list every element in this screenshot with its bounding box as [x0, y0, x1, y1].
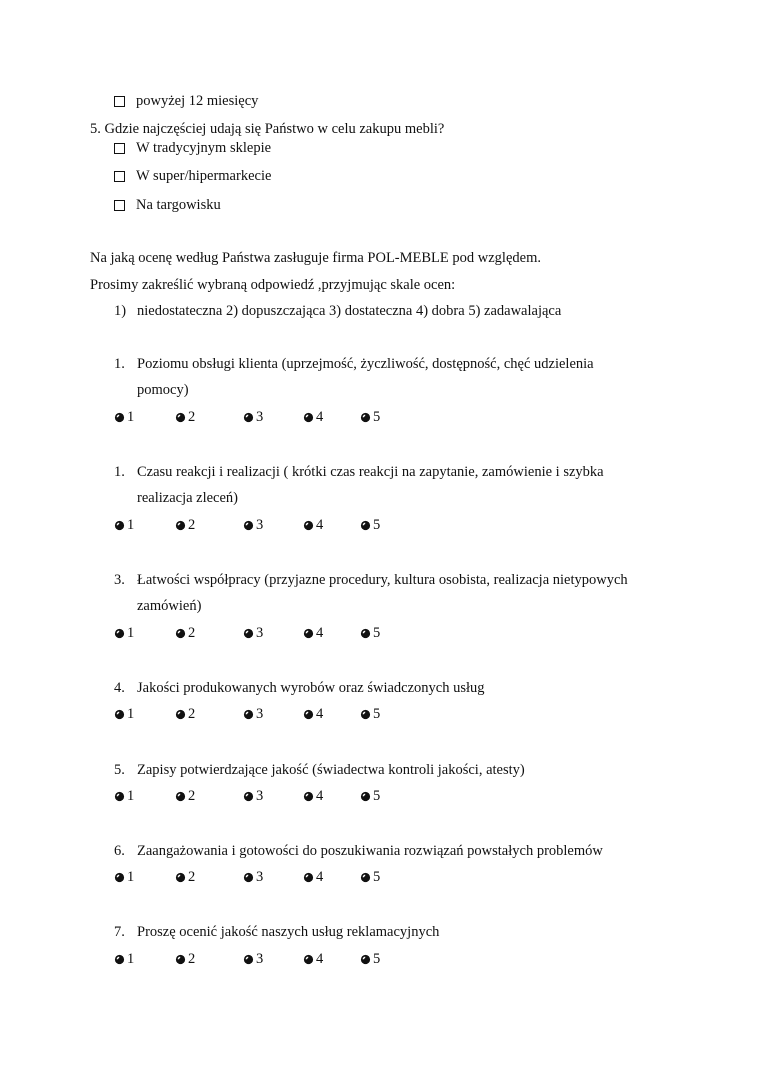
question-number: 6. — [114, 843, 125, 859]
rating-label: 1 — [127, 706, 135, 722]
rating-options — [114, 625, 414, 643]
radio-circle-icon — [175, 628, 186, 639]
rating-label: 3 — [256, 788, 264, 804]
checkbox[interactable] — [114, 96, 125, 107]
radio-circle-icon — [303, 709, 314, 720]
radio-circle-icon — [360, 954, 371, 965]
rating-label: 4 — [316, 706, 324, 722]
radio-circle-icon — [175, 872, 186, 883]
radio-circle-icon — [303, 412, 314, 423]
rating-label: 1 — [127, 625, 135, 641]
rating-label: 2 — [188, 869, 196, 885]
question-5-title: 5. Gdzie najczęściej udają się Państwo w celu zakupu mebli? — [90, 121, 445, 137]
rating-options — [114, 706, 414, 724]
radio-circle-icon — [303, 520, 314, 531]
scale-text: niedostateczna 2) dopuszczająca 3) dostateczna 4) dobra 5) zadawalająca — [137, 303, 562, 319]
question-number: 1. — [114, 356, 125, 372]
question-text: Zapisy potwierdzające jakość (świadectwa kontroli jakości, atesty) — [137, 762, 525, 778]
radio-circle-icon — [114, 954, 125, 965]
radio-circle-icon — [243, 954, 254, 965]
radio-circle-icon — [175, 520, 186, 531]
question-text: Łatwości współpracy (przyjazne procedury, kultura osobista, realizacja nietypowych — [137, 572, 628, 588]
radio-circle-icon — [360, 791, 371, 802]
question-text-continued: realizacja zleceń) — [137, 490, 239, 506]
rating-label: 5 — [373, 409, 381, 425]
rating-label: 2 — [188, 625, 196, 641]
rating-label: 1 — [127, 869, 135, 885]
question-text: Czasu reakcji i realizacji ( krótki czas reakcji na zapytanie, zamówienie i szybka — [137, 464, 604, 480]
rating-label: 5 — [373, 706, 381, 722]
radio-circle-icon — [243, 628, 254, 639]
radio-circle-icon — [114, 709, 125, 720]
question-number: 3. — [114, 572, 125, 588]
radio-circle-icon — [175, 709, 186, 720]
question-number: 1. — [114, 464, 125, 480]
radio-circle-icon — [303, 954, 314, 965]
radio-circle-icon — [303, 791, 314, 802]
question-text-continued: zamówień) — [137, 598, 202, 614]
question-number: 4. — [114, 680, 125, 696]
rating-label: 3 — [256, 625, 264, 641]
rating-label: 5 — [373, 625, 381, 641]
rating-options — [114, 951, 414, 969]
radio-circle-icon — [243, 520, 254, 531]
rating-options — [114, 788, 414, 806]
rating-label: 1 — [127, 517, 135, 533]
rating-label: 3 — [256, 706, 264, 722]
radio-circle-icon — [114, 520, 125, 531]
checkbox[interactable] — [114, 143, 125, 154]
rating-label: 3 — [256, 951, 264, 967]
rating-label: 3 — [256, 517, 264, 533]
rating-label: 2 — [188, 409, 196, 425]
radio-circle-icon — [243, 872, 254, 883]
rating-label: 4 — [316, 625, 324, 641]
radio-circle-icon — [360, 872, 371, 883]
rating-label: 4 — [316, 409, 324, 425]
radio-circle-icon — [114, 791, 125, 802]
question-text: Poziomu obsługi klienta (uprzejmość, życzliwość, dostępność, chęć udzielenia — [137, 356, 594, 372]
rating-options — [114, 869, 414, 887]
rating-label: 5 — [373, 951, 381, 967]
question-number: 7. — [114, 924, 125, 940]
rating-label: 4 — [316, 869, 324, 885]
rating-label: 3 — [256, 869, 264, 885]
radio-circle-icon — [175, 412, 186, 423]
radio-circle-icon — [175, 954, 186, 965]
rating-label: 4 — [316, 517, 324, 533]
question-text: Jakości produkowanych wyrobów oraz świadczonych usług — [137, 680, 485, 696]
option-label: W super/hipermarkecie — [136, 168, 272, 184]
radio-circle-icon — [360, 520, 371, 531]
rating-label: 3 — [256, 409, 264, 425]
rating-label: 1 — [127, 409, 135, 425]
radio-circle-icon — [360, 412, 371, 423]
rating-label: 1 — [127, 788, 135, 804]
radio-circle-icon — [175, 791, 186, 802]
rating-options — [114, 517, 414, 535]
checkbox[interactable] — [114, 200, 125, 211]
question-text-continued: pomocy) — [137, 382, 189, 398]
radio-circle-icon — [243, 791, 254, 802]
scale-number: 1) — [114, 303, 127, 319]
radio-circle-icon — [114, 872, 125, 883]
radio-circle-icon — [360, 709, 371, 720]
rating-label: 5 — [373, 788, 381, 804]
radio-circle-icon — [243, 709, 254, 720]
option-label: powyżej 12 miesięcy — [136, 93, 259, 109]
radio-circle-icon — [360, 628, 371, 639]
checkbox[interactable] — [114, 171, 125, 182]
radio-circle-icon — [243, 412, 254, 423]
intro-line-1: Na jaką ocenę według Państwa zasługuje firma POL-MEBLE pod względem. — [90, 250, 541, 266]
rating-label: 4 — [316, 788, 324, 804]
question-text: Proszę ocenić jakość naszych usług reklamacyjnych — [137, 924, 440, 940]
rating-label: 2 — [188, 517, 196, 533]
radio-circle-icon — [303, 628, 314, 639]
rating-label: 2 — [188, 706, 196, 722]
intro-line-2: Prosimy zakreślić wybraną odpowiedź ,przyjmując skale ocen: — [90, 277, 456, 293]
radio-circle-icon — [114, 412, 125, 423]
rating-label: 1 — [127, 951, 135, 967]
option-label: W tradycyjnym sklepie — [136, 140, 272, 156]
radio-circle-icon — [303, 872, 314, 883]
rating-label: 5 — [373, 517, 381, 533]
radio-circle-icon — [114, 628, 125, 639]
rating-label: 4 — [316, 951, 324, 967]
rating-label: 2 — [188, 951, 196, 967]
rating-label: 2 — [188, 788, 196, 804]
rating-label: 5 — [373, 869, 381, 885]
rating-options — [114, 409, 414, 427]
question-text: Zaangażowania i gotowości do poszukiwania rozwiązań powstałych problemów — [137, 843, 603, 859]
option-label: Na targowisku — [136, 197, 221, 213]
question-number: 5. — [114, 762, 125, 778]
